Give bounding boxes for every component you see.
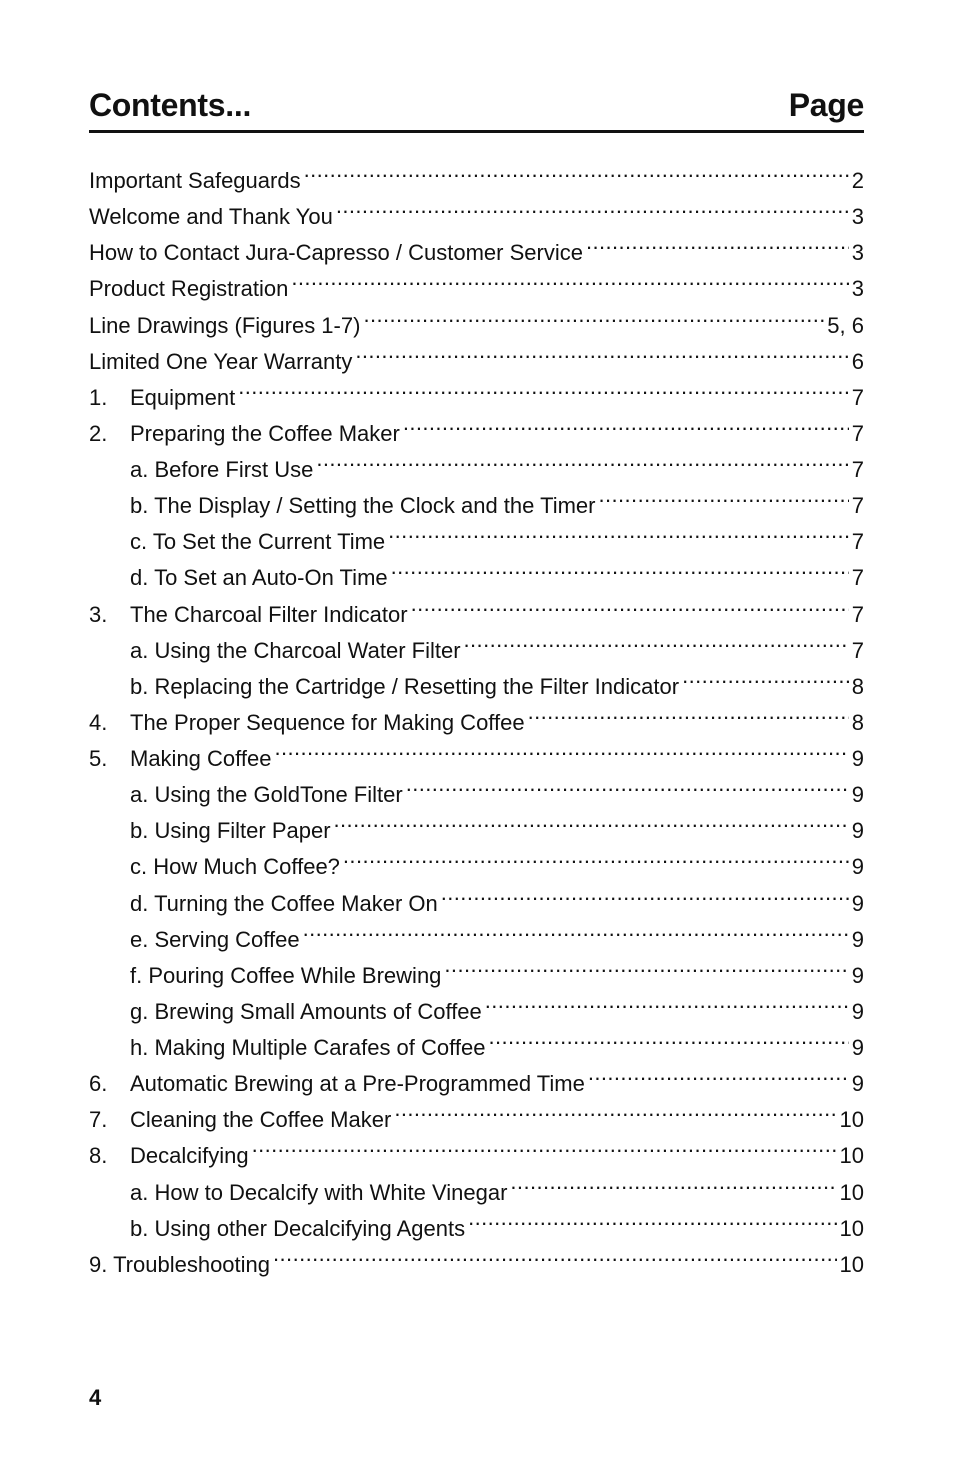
dot-leader <box>291 260 848 296</box>
toc-entry-title: Automatic Brewing at a Pre-Programmed Time <box>130 1071 585 1097</box>
contents-heading: Contents... <box>89 87 252 123</box>
toc-entry-title: How to Contact Jura-Capresso / Customer Service <box>89 240 583 266</box>
dot-leader <box>336 188 849 224</box>
dot-leader <box>304 152 849 188</box>
toc-header <box>89 80 864 124</box>
toc-entry-page: 7 <box>851 529 864 555</box>
toc-entry-title: The Charcoal Filter Indicator <box>130 601 408 627</box>
toc-entry-page: 10 <box>839 1215 864 1241</box>
toc-entry-page: 9 <box>851 962 864 988</box>
toc-entry-title: g. Brewing Small Amounts of Coffee <box>130 998 482 1024</box>
dot-leader <box>388 513 849 549</box>
dot-leader <box>391 549 849 585</box>
toc-entry-number: 8. <box>89 1143 108 1169</box>
toc-entry-page: 7 <box>851 457 864 482</box>
toc-entry-page: 3 <box>851 204 864 230</box>
toc-entry-page: 3 <box>851 276 864 302</box>
toc-entry-title: h. Making Multiple Carafes of Coffee <box>130 1035 486 1060</box>
dot-leader <box>528 694 849 730</box>
toc-entry-page: 9 <box>851 854 864 880</box>
toc-entry-page: 10 <box>839 1107 864 1133</box>
toc-entry-title: a. Using the GoldTone Filter <box>130 782 403 808</box>
dot-leader <box>274 730 848 766</box>
toc-entry-page: 9 <box>851 998 864 1024</box>
dot-leader <box>599 477 849 513</box>
toc-entry-title: Welcome and Thank You <box>89 204 333 230</box>
dot-leader <box>468 1200 836 1236</box>
toc-entry-page: 9 <box>851 890 864 916</box>
dot-leader <box>343 838 849 874</box>
dot-leader <box>273 1236 836 1272</box>
dot-leader <box>363 297 824 333</box>
dot-leader <box>510 1164 836 1200</box>
dot-leader <box>316 441 848 477</box>
dot-leader <box>355 333 848 369</box>
toc-entry-page: 9 <box>851 818 864 844</box>
toc-entry-title: Decalcifying <box>130 1143 249 1169</box>
toc-entry-title: b. Replacing the Cartridge / Resetting the Filter Indicator <box>130 673 680 699</box>
toc-entry-title: Making Coffee <box>130 746 272 771</box>
dot-leader <box>444 947 848 983</box>
dot-leader <box>406 766 849 802</box>
dot-leader <box>588 1055 849 1091</box>
toc-entry-page: 6 <box>851 348 864 374</box>
toc-entry-number: 1. <box>89 384 108 410</box>
header-divider <box>89 130 864 133</box>
toc-entry-title: Product Registration <box>89 276 289 302</box>
toc-entry-page: 3 <box>851 240 864 266</box>
toc-entry-page: 9 <box>851 746 864 771</box>
toc-entry-number: 2. <box>89 420 108 446</box>
toc-entry-title: The Proper Sequence for Making Coffee <box>130 709 525 735</box>
toc-entry-title: Line Drawings (Figures 1-7) <box>89 312 361 338</box>
toc-entry-page: 9 <box>851 1071 864 1097</box>
toc-entry-title: d. To Set an Auto-On Time <box>130 565 388 591</box>
toc-entry-title: b. Using other Decalcifying Agents <box>130 1215 466 1241</box>
toc-entry-title: f. Pouring Coffee While Brewing <box>130 962 442 988</box>
page-number: 4 <box>89 1385 102 1410</box>
toc-entry-page: 9 <box>851 926 864 952</box>
toc-entry-page: 7 <box>851 601 864 627</box>
toc-entry <box>89 152 864 193</box>
toc-entry-number: 4. <box>89 709 108 735</box>
toc-entry-page: 5, 6 <box>827 312 864 338</box>
toc-entry-title: c. To Set the Current Time <box>130 529 386 555</box>
dot-leader <box>334 802 849 838</box>
dot-leader <box>586 224 849 260</box>
toc-entry-title: Cleaning the Coffee Maker <box>130 1107 392 1133</box>
dot-leader <box>252 1127 837 1163</box>
dot-leader <box>464 622 849 658</box>
toc-entry-title: 9. Troubleshooting <box>89 1251 271 1277</box>
dot-leader <box>303 911 849 947</box>
toc-entry-title: Preparing the Coffee Maker <box>130 420 400 446</box>
dot-leader <box>394 1091 836 1127</box>
toc-entry-title: b. The Display / Setting the Clock and the Timer <box>130 493 596 519</box>
toc-entry-number: 6. <box>89 1071 108 1097</box>
dot-leader <box>485 983 849 1019</box>
toc-entry-title: Equipment <box>130 384 236 410</box>
toc-entry-title: c. How Much Coffee? <box>130 854 340 880</box>
toc-entry-title: Important Safeguards <box>89 168 301 193</box>
toc-entry-page: 7 <box>851 637 864 663</box>
toc-entry-title: Limited One Year Warranty <box>89 348 353 374</box>
toc-entry-page: 9 <box>851 1035 864 1060</box>
toc-entry-page: 10 <box>839 1251 864 1277</box>
dot-leader <box>403 405 849 441</box>
dot-leader <box>441 875 849 911</box>
toc-entry-page: 10 <box>839 1143 864 1169</box>
dot-leader <box>488 1019 848 1055</box>
toc-entry-title: a. How to Decalcify with White Vinegar <box>130 1179 508 1205</box>
dot-leader <box>411 586 849 622</box>
toc-entry-page: 8 <box>851 673 864 699</box>
toc-entry-title: e. Serving Coffee <box>130 926 300 952</box>
toc-entry-title: a. Before First Use <box>130 457 314 482</box>
toc-entry-title: a. Using the Charcoal Water Filter <box>130 637 461 663</box>
toc-entry-page: 7 <box>851 493 864 519</box>
toc-entry-title: b. Using Filter Paper <box>130 818 331 844</box>
toc-entry-page: 8 <box>851 709 864 735</box>
dot-leader <box>682 658 849 694</box>
toc-entry-page: 7 <box>851 565 864 591</box>
toc-entry-page: 7 <box>851 384 864 410</box>
page-column-heading: Page <box>788 87 864 123</box>
toc-entry-number: 5. <box>89 746 108 771</box>
toc-entry-number: 7. <box>89 1107 108 1133</box>
toc-entry-page: 10 <box>839 1179 864 1205</box>
toc-entry-number: 3. <box>89 601 108 627</box>
toc-entry-page: 7 <box>851 420 864 446</box>
toc-entry-page: 9 <box>851 782 864 808</box>
dot-leader <box>238 369 849 405</box>
table-of-contents <box>89 152 864 1277</box>
toc-entry-title: d. Turning the Coffee Maker On <box>130 890 438 916</box>
toc-entry-page: 2 <box>851 168 864 193</box>
